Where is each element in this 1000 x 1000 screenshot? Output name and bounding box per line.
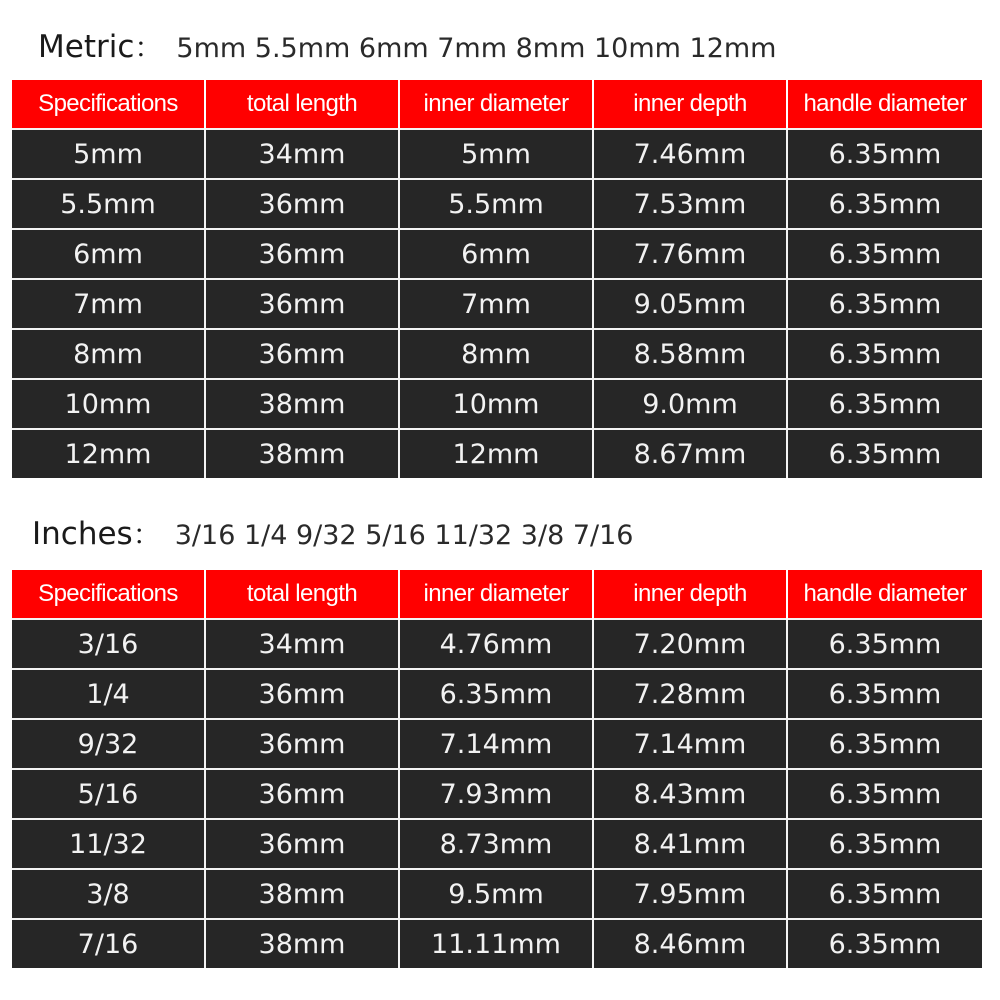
table-cell: 6.35mm <box>787 819 982 869</box>
table-cell: 7.28mm <box>593 669 787 719</box>
table-cell: 6.35mm <box>787 129 982 179</box>
metric-spec-table <box>12 80 982 478</box>
table-cell: 3/8 <box>12 869 205 919</box>
table-row <box>12 819 982 869</box>
metric-header-row <box>12 80 982 129</box>
table-cell: 36mm <box>205 229 399 279</box>
table-cell: 7.14mm <box>399 719 593 769</box>
table-cell: 6.35mm <box>787 229 982 279</box>
metric-header-cell-total-length: total length <box>205 80 399 129</box>
table-cell: 36mm <box>205 819 399 869</box>
table-cell: 36mm <box>205 279 399 329</box>
table-cell: 6.35mm <box>787 719 982 769</box>
table-cell: 36mm <box>205 669 399 719</box>
metric-section-heading <box>38 26 776 66</box>
metric-heading-label: Metric <box>38 29 135 65</box>
table-cell: 6.35mm <box>787 329 982 379</box>
inches-spec-table <box>12 570 982 968</box>
table-cell: 38mm <box>205 379 399 429</box>
table-cell: 6.35mm <box>787 869 982 919</box>
table-cell: 6.35mm <box>787 669 982 719</box>
table-row <box>12 379 982 429</box>
table-row <box>12 229 982 279</box>
inches-sizes-list: 3/16 1/4 9/32 5/16 11/32 3/8 7/16 <box>174 520 634 551</box>
table-row <box>12 179 982 229</box>
table-cell: 7.93mm <box>399 769 593 819</box>
table-cell: 9.5mm <box>399 869 593 919</box>
table-cell: 6.35mm <box>787 619 982 669</box>
table-cell: 12mm <box>12 429 205 478</box>
table-cell: 4.76mm <box>399 619 593 669</box>
inches-header-cell-inner-depth: inner depth <box>593 570 787 619</box>
table-cell: 9/32 <box>12 719 205 769</box>
table-cell: 7.53mm <box>593 179 787 229</box>
table-cell: 8.43mm <box>593 769 787 819</box>
table-cell: 9.05mm <box>593 279 787 329</box>
table-cell: 6mm <box>12 229 205 279</box>
table-cell: 6.35mm <box>399 669 593 719</box>
table-cell: 5.5mm <box>399 179 593 229</box>
metric-sizes-list: 5mm 5.5mm 6mm 7mm 8mm 10mm 12mm <box>176 33 777 64</box>
table-cell: 5.5mm <box>12 179 205 229</box>
table-cell: 36mm <box>205 769 399 819</box>
table-cell: 10mm <box>12 379 205 429</box>
table-cell: 9.0mm <box>593 379 787 429</box>
table-cell: 7mm <box>12 279 205 329</box>
table-cell: 7.14mm <box>593 719 787 769</box>
table-cell: 8mm <box>399 329 593 379</box>
inches-header-cell-total-length: total length <box>205 570 399 619</box>
table-cell: 6.35mm <box>787 379 982 429</box>
table-row <box>12 669 982 719</box>
inches-header-cell-specifications: Specifications <box>12 570 205 619</box>
table-cell: 5/16 <box>12 769 205 819</box>
table-row <box>12 719 982 769</box>
table-cell: 7.76mm <box>593 229 787 279</box>
table-cell: 5mm <box>399 129 593 179</box>
table-cell: 7.46mm <box>593 129 787 179</box>
table-cell: 8.58mm <box>593 329 787 379</box>
table-cell: 8.73mm <box>399 819 593 869</box>
inches-heading-colon: ： <box>132 518 161 551</box>
inches-header-row <box>12 570 982 619</box>
table-cell: 7/16 <box>12 919 205 968</box>
table-cell: 36mm <box>205 329 399 379</box>
inches-header-cell-inner-diameter: inner diameter <box>399 570 593 619</box>
table-row <box>12 769 982 819</box>
table-cell: 6.35mm <box>787 769 982 819</box>
metric-header-cell-inner-diameter: inner diameter <box>399 80 593 129</box>
table-cell: 6mm <box>399 229 593 279</box>
metric-heading-colon: ： <box>134 31 163 64</box>
table-cell: 6.35mm <box>787 919 982 968</box>
table-row <box>12 919 982 968</box>
table-row <box>12 279 982 329</box>
table-cell: 7.20mm <box>593 619 787 669</box>
table-cell: 8mm <box>12 329 205 379</box>
table-cell: 11/32 <box>12 819 205 869</box>
table-cell: 6.35mm <box>787 429 982 478</box>
table-row <box>12 619 982 669</box>
table-cell: 3/16 <box>12 619 205 669</box>
table-cell: 8.67mm <box>593 429 787 478</box>
table-cell: 5mm <box>12 129 205 179</box>
table-cell: 7mm <box>399 279 593 329</box>
metric-header-cell-specifications: Specifications <box>12 80 205 129</box>
table-cell: 38mm <box>205 919 399 968</box>
table-cell: 6.35mm <box>787 279 982 329</box>
inches-header-cell-handle-diameter: handle diameter <box>787 570 982 619</box>
table-cell: 34mm <box>205 129 399 179</box>
table-cell: 36mm <box>205 179 399 229</box>
inches-section-heading <box>32 513 633 553</box>
table-cell: 38mm <box>205 869 399 919</box>
table-cell: 12mm <box>399 429 593 478</box>
table-row <box>12 429 982 478</box>
table-cell: 38mm <box>205 429 399 478</box>
table-cell: 7.95mm <box>593 869 787 919</box>
metric-header-cell-handle-diameter: handle diameter <box>787 80 982 129</box>
table-cell: 11.11mm <box>399 919 593 968</box>
table-cell: 6.35mm <box>787 179 982 229</box>
inches-heading-label: Inches <box>32 516 133 552</box>
table-cell: 1/4 <box>12 669 205 719</box>
table-row <box>12 329 982 379</box>
table-cell: 34mm <box>205 619 399 669</box>
metric-header-cell-inner-depth: inner depth <box>593 80 787 129</box>
table-row <box>12 869 982 919</box>
table-cell: 36mm <box>205 719 399 769</box>
table-row <box>12 129 982 179</box>
table-cell: 8.46mm <box>593 919 787 968</box>
table-cell: 8.41mm <box>593 819 787 869</box>
table-cell: 10mm <box>399 379 593 429</box>
